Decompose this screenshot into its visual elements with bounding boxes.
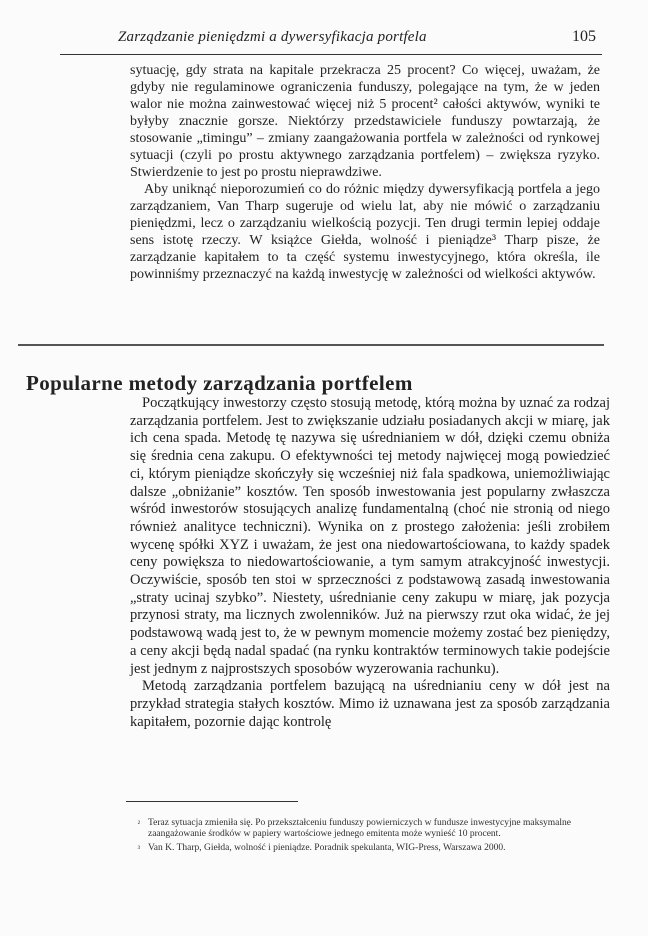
page-number: 105 (572, 28, 596, 45)
footnote-text: Teraz sytuacja zmieniła się. Po przekształceniu funduszy powierniczych w fundusze inwestycyjne maksymalne zaangażowanie środków w papiery wartościowe jednego emitenta może wynieść 10 procent. (148, 818, 571, 839)
footnote-mark: ² (137, 819, 140, 828)
footnote-divider (126, 801, 298, 802)
paragraph-van-tharp: Aby uniknąć nieporozumień co do różnic między dywersyfikacją portfela a jego zarządzaniem, Van Tharp sugeruje od wielu lat, aby nie mówić o zarządzaniu pieniędzmi, lecz o zarządzaniu wielkością pozycji. Ten drugi termin lepiej oddaje sens istotę rzeczy. W książce Giełda, wolność i pieniądze³ Tharp pisze, że zarządzanie kapitałem to ta część systemu inwestycyjnego, która określa, ile powinniśmy przeznaczyć na każdą inwestycję w zależności od wielkości aktywów. (130, 182, 600, 282)
footnote-3 (130, 843, 608, 854)
footnote-text: Van K. Tharp, Giełda, wolność i pieniądze. Poradnik spekulanta, WIG-Press, Warszawa 2000. (148, 843, 506, 853)
main-text-section (130, 395, 610, 731)
paragraph-continuation: sytuację, gdy strata na kapitale przekracza 25 procent? Co więcej, uważam, że gdyby nie regulaminowe ograniczenia funduszy, polegające na tym, że w jeden walor nie można zainwestować więcej niż 5 procent² całości aktywów, wyniki te byłyby znacznie gorsze. Niektórzy przedstawiciele funduszy powtarzają, że stosowanie „timingu” – zmiany zaangażowania portfela w zależności od rynkowej sytuacji (czyli po prostu aktywnego zarządzania portfelem) – zwiększa ryzyko. Stwierdzenie to jest po prostu nieprawdziwe. (130, 63, 600, 180)
running-header (60, 28, 602, 55)
running-title: Zarządzanie pieniędzmi a dywersyfikacja portfela (118, 29, 427, 45)
footnote-mark: ³ (137, 844, 140, 853)
footnote-2 (130, 818, 608, 840)
paragraph-averaging-down: Początkujący inwestorzy często stosują metodę, którą można by uznać za rodzaj zarządzania portfelem. Jest to zwiększanie udziału posiadanych akcji w miarę, jak ich cena spada. Metodę tę nazywa się uśrednianiem w dół, dzięki czemu obniża się średnia cena zakupu. O efektywności tej metody najwięcej mogą powiedzieć ci, którym pieniądze skończyły się wcześniej niż fala spadkowa, uniemożliwiając dalsze „obniżanie” kosztów. Ten sposób inwestowania jest popularny zwłaszcza wśród inwestorów stosujących analizę fundamentalną (choć nie stronią od niego również analityce techniczni). Wynika on z prostego założenia: jeśli zrobiłem wycenę spółki XYZ i uważam, że jest ona niedowartościowana, to każdy spadek ceny powiększa to niedowartościowanie, a tym samym atrakcyjność inwestycji. Oczywiście, sposób ten stoi w sprzeczności z podstawową zasadą inwestowania „straty ucinaj szybko”. Niestety, uśrednianie ceny zakupu w miarę, jak pozycja przynosi straty, ma licznych zwolenników. Już na pierwszy rzut oka widać, że jej podstawową wadą jest to, że w pewnym momencie możemy zostać bez pieniędzy, a ceny akcji będą nadal spadać (na rynku kontraktów terminowych takie podejście jest jednym z najprostszych sposobów wyzerowania rachunku). (130, 395, 610, 677)
section-divider (18, 344, 604, 346)
paragraph-fixed-cost-strategy: Metodą zarządzania portfelem bazującą na uśrednianiu ceny w dół jest na przykład strategia stałych kosztów. Mimo iż uznawana jest za sposób zarządzania kapitałem, pozornie dając kontrolę (130, 678, 610, 730)
top-text-section (130, 62, 600, 283)
footnotes (130, 818, 608, 857)
section-heading: Popularne metody zarządzania portfelem (26, 371, 413, 396)
